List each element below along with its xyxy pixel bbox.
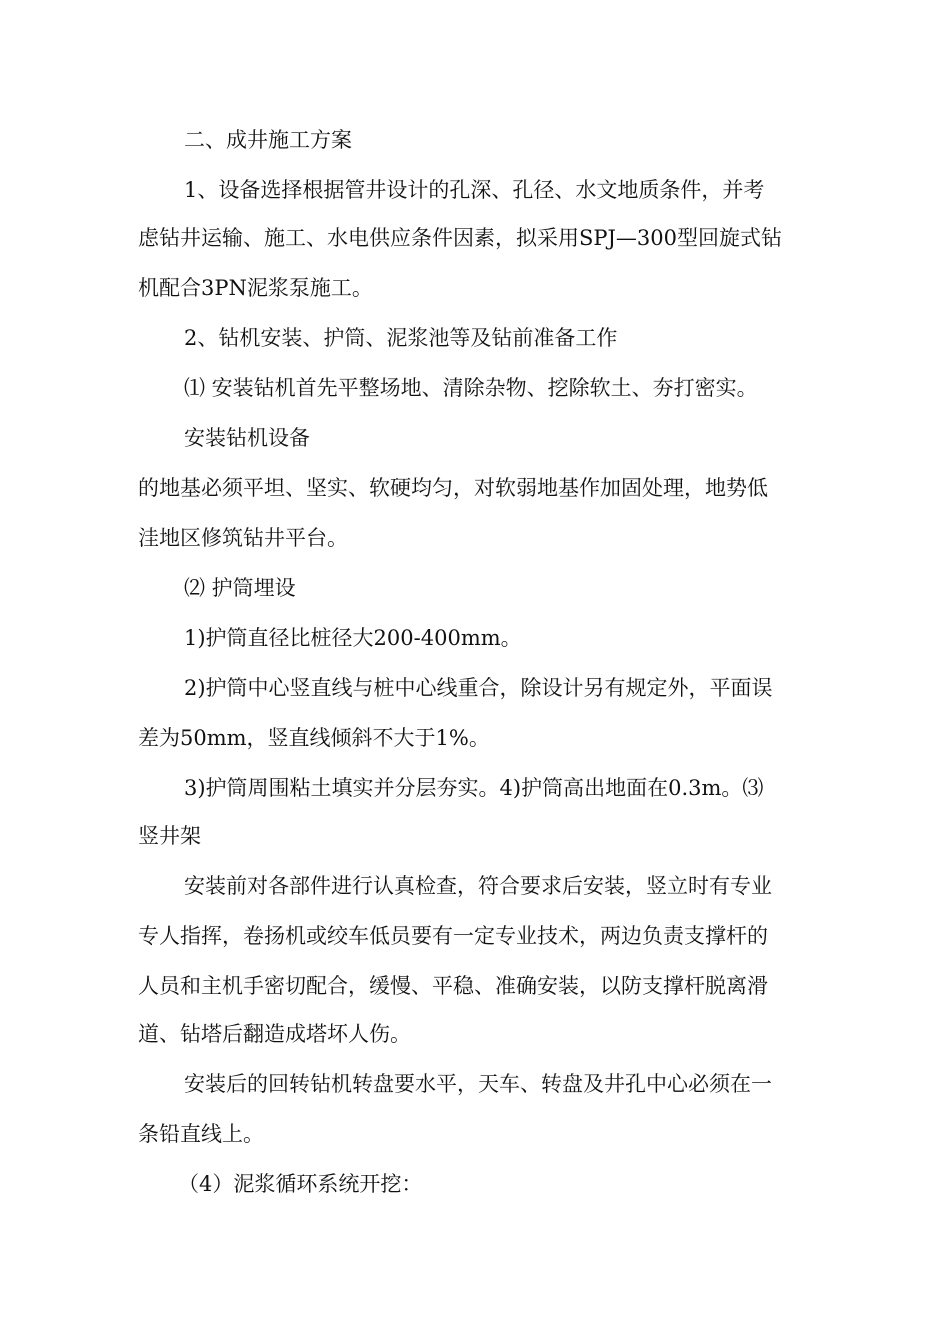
paragraph-line: ⑴ 安装钻机首先平整场地、清除杂物、挖除软土、夯打密实。	[184, 376, 758, 400]
paragraph-line: 1、设备选择根据管井设计的孔深、孔径、水文地质条件，并考	[184, 178, 765, 202]
paragraph-line: 虑钻井运输、施工、水电供应条件因素，拟采用SPJ—300型回旋式钻	[138, 226, 783, 250]
paragraph-line: 竖井架	[138, 824, 201, 848]
paragraph-line: 人员和主机手密切配合，缓慢、平稳、准确安装，以防支撑杆脱离滑	[138, 974, 768, 998]
paragraph-line: 差为50mm，竖直线倾斜不大于1%。	[138, 726, 490, 750]
paragraph-line: 2)护筒中心竖直线与桩中心线重合，除设计另有规定外，平面误	[184, 676, 773, 700]
paragraph-line: 机配合3PN泥浆泵施工。	[138, 276, 373, 300]
paragraph-line: 1)护筒直径比桩径大200-400mm。	[184, 626, 522, 650]
paragraph-line: 3)护筒周围粘土填实并分层夯实。4)护筒高出地面在0.3m。⑶	[184, 776, 764, 800]
paragraph-line: 的地基必须平坦、坚实、软硬均匀，对软弱地基作加固处理，地势低	[138, 476, 768, 500]
paragraph-line: 安装钻机设备	[184, 426, 310, 450]
section-heading: 二、成井施工方案	[184, 128, 352, 152]
paragraph-line: ⑵ 护筒埋设	[184, 576, 296, 600]
paragraph-line: 专人指挥，卷扬机或绞车低员要有一定专业技术，两边负责支撑杆的	[138, 924, 768, 948]
paragraph-line: 安装前对各部件进行认真检查，符合要求后安装，竖立时有专业	[184, 874, 772, 898]
paragraph-line: 安装后的回转钻机转盘要水平，天车、转盘及井孔中心必须在一	[184, 1072, 772, 1096]
paragraph-line: （4）泥浆循环系统开挖：	[178, 1172, 423, 1196]
paragraph-line: 洼地区修筑钻井平台。	[138, 526, 348, 550]
paragraph-line: 2、钻机安装、护筒、泥浆池等及钻前准备工作	[184, 326, 618, 350]
paragraph-line: 条铅直线上。	[138, 1122, 264, 1146]
paragraph-line: 道、钻塔后翻造成塔坏人伤。	[138, 1022, 411, 1046]
